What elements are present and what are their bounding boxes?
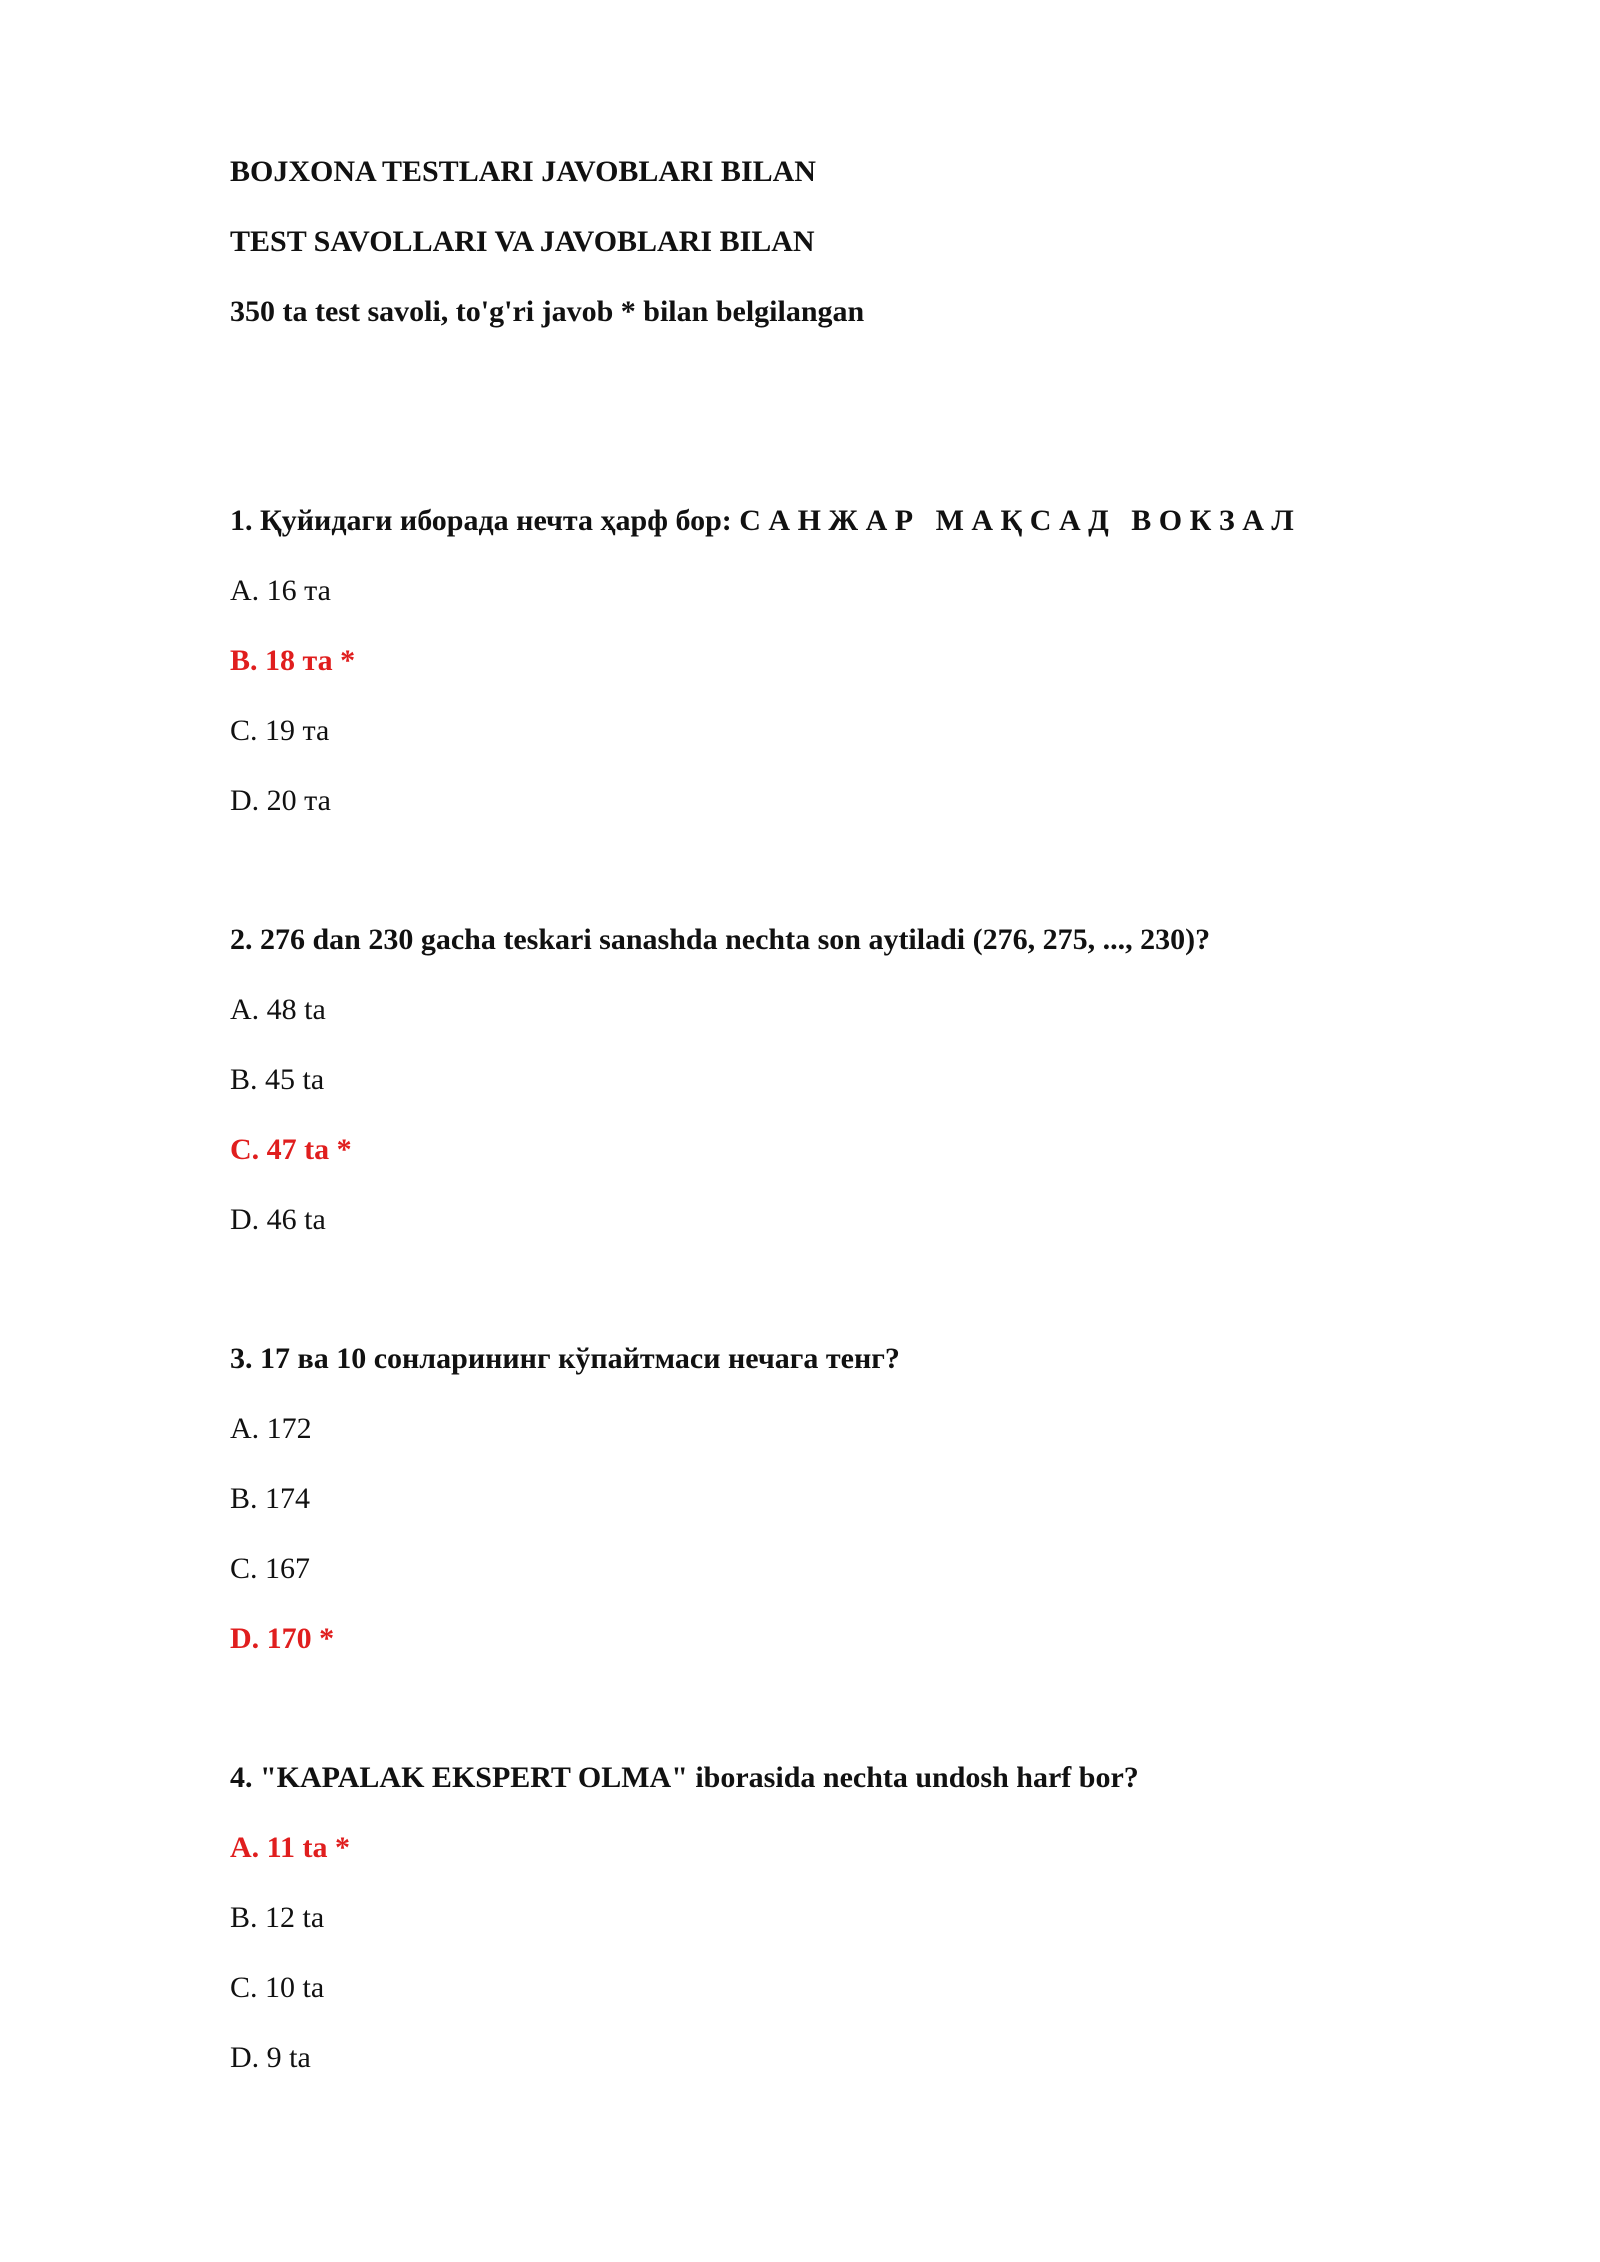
question-2-option-b: B. 45 ta [230, 1063, 325, 1096]
question-2-text: 2. 276 dan 230 gacha teskari sanashda nechta son aytiladi (276, 275, ..., 230)? [230, 923, 1211, 956]
question-3-option-c: C. 167 [230, 1552, 311, 1585]
question-1-option-a: A. 16 та [230, 574, 331, 607]
question-4-text: 4. "KAPALAK EKSPERT OLMA" iborasida nechta undosh harf bor? [230, 1761, 1139, 1794]
question-3-text: 3. 17 ва 10 сонларининг кўпайтмаси нечага тенг? [230, 1342, 900, 1375]
question-4-option-b: B. 12 ta [230, 1901, 325, 1934]
document-title: BOJXONA TESTLARI JAVOBLARI BILAN [230, 155, 816, 188]
document-description: 350 ta test savoli, to'g'ri javob * bilan belgilangan [230, 295, 865, 328]
question-2-option-d: D. 46 ta [230, 1203, 326, 1236]
question-2-option-a: A. 48 ta [230, 993, 326, 1026]
question-1-option-c: C. 19 та [230, 714, 330, 747]
question-1-option-d: D. 20 та [230, 784, 331, 817]
question-2-option-c-correct: C. 47 ta * [230, 1133, 352, 1166]
question-3-option-b: B. 174 [230, 1482, 311, 1515]
question-3-option-a: A. 172 [230, 1412, 312, 1445]
question-3-option-d-correct: D. 170 * [230, 1622, 335, 1655]
question-4-option-d: D. 9 ta [230, 2041, 311, 2074]
question-1-option-b-correct: B. 18 та * [230, 644, 356, 677]
question-4-option-a-correct: A. 11 ta * [230, 1831, 350, 1864]
document-subtitle: TEST SAVOLLARI VA JAVOBLARI BILAN [230, 225, 815, 258]
question-4-option-c: C. 10 ta [230, 1971, 325, 2004]
question-1-text: 1. Қуйидаги иборада нечта ҳарф бор: С А Н Ж А Р М А Қ С А Д В О К З А Л [230, 504, 1294, 537]
